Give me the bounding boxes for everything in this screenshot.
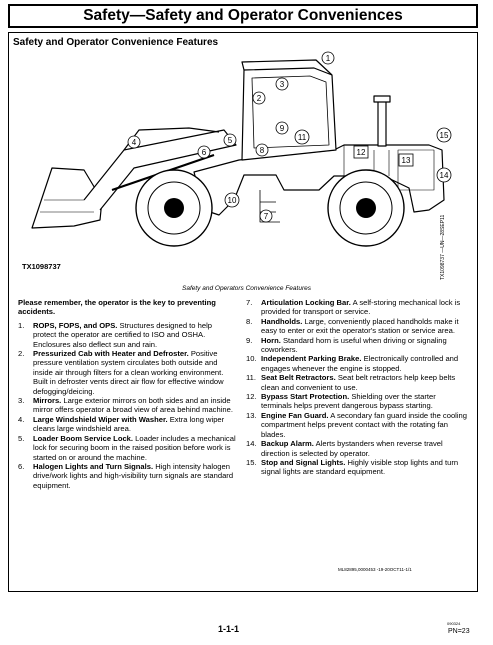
features-right-column (246, 298, 468, 477)
callout-6 (198, 146, 210, 158)
svg-text:15: 15 (439, 131, 449, 140)
list-item: 13. Engine Fan Guard. A secondary fan guard inside the cooling compartment helps prevent contact with the rotating fan blades. (246, 410, 467, 439)
list-item: 9. Horn. Standard horn is useful when driving or signaling coworkers. (246, 335, 447, 355)
wheel-loader-illustration (14, 50, 454, 265)
svg-text:1: 1 (325, 54, 331, 63)
list-item: 12. Bypass Start Protection. Shielding over the starter terminals helps prevent dangerous bypass starting. (246, 392, 436, 411)
section-title: Safety and Operator Convenience Features (13, 37, 219, 48)
list-item: 10. Independent Parking Brake. Electronically controlled and engages whenever the engine is stopped. (246, 354, 459, 373)
pn-label: PN=23 (448, 628, 470, 635)
features-left-column (18, 298, 236, 490)
list-item: 15. Stop and Signal Lights. Highly visible stop lights and turn signal lights are standard equipment. (246, 457, 459, 477)
callout-2 (253, 92, 265, 104)
svg-text:3: 3 (279, 80, 285, 89)
list-item: 1. ROPS, FOPS, and OPS. Structures designed to help protect the operator are certified to ISO and OSHA. Enclosures also deflect sun and rain. (18, 320, 212, 349)
list-item: 2. Pressurized Cab with Heater and Defroster. Positive pressure ventilation system circulates both outside and inside air through filters for a clean working environment. Built in defroster vents direct air flow for effective window defogging/deicing. (18, 349, 224, 396)
figure-caption: Safety and Operators Convenience Features (182, 285, 311, 292)
svg-text:7: 7 (263, 212, 269, 221)
callout-11 (295, 130, 309, 144)
callout-8 (256, 144, 268, 156)
callout-14 (437, 168, 451, 182)
front-wheel (136, 170, 212, 246)
list-item: 8. Handholds. Large, conveniently placed handholds make it easy to enter or exit the operator's station or service area. (246, 316, 459, 336)
list-item: 3. Mirrors. Large exterior mirrors on both sides and an inside mirror offers operator a broad view of area behind machine. (18, 396, 233, 415)
figure-id: TX1098737 (22, 262, 61, 271)
intro-text: Please remember, the operator is the key to preventing accidents. (18, 298, 216, 317)
list-item: 7. Articulation Locking Bar. A self-storing mechanical lock is provided for transport or service. (246, 298, 461, 317)
svg-text:8: 8 (259, 146, 265, 155)
list-item: 5. Loader Boom Service Lock. Loader includes a mechanical lock for securing boom in the raised position before work is started on or around the machine. (18, 433, 236, 462)
svg-text:11: 11 (297, 133, 307, 142)
svg-text:4: 4 (131, 138, 137, 147)
callout-9 (276, 122, 288, 134)
page-title: Safety—Safety and Operator Conveniences (8, 4, 478, 28)
svg-text:9: 9 (279, 124, 285, 133)
callout-12 (354, 146, 368, 158)
callout-3 (276, 78, 288, 90)
svg-text:6: 6 (201, 148, 207, 157)
rear-wheel (328, 170, 404, 246)
list-item: 14. Backup Alarm. Alerts bystanders when reverse travel direction is selected by operator. (246, 439, 443, 458)
page-number: 1-1-1 (218, 624, 240, 634)
list-item: 6. Halogen Lights and Turn Signals. High intensity halogen drive/work lights and high-visibility turn signals are standard equipment. (18, 461, 234, 490)
svg-text:12: 12 (356, 148, 366, 157)
callout-4 (128, 136, 140, 148)
svg-text:13: 13 (401, 156, 411, 165)
callout-10 (225, 193, 239, 207)
figure-side-code: TX1098737 —UN—28SEP11 (440, 214, 446, 280)
callout-15 (437, 128, 451, 142)
svg-text:2: 2 (256, 94, 262, 103)
callout-7 (260, 210, 272, 222)
callout-5 (224, 134, 236, 146)
list-item: 4. Large Windshield Wiper with Washer. Extra long wiper cleans large windshield area. (18, 414, 225, 434)
reference-code: ML82895,0000453 -19-20OCT11-1/1 (338, 567, 412, 572)
svg-text:14: 14 (439, 171, 449, 180)
callout-1 (322, 52, 334, 64)
callout-13 (399, 154, 413, 166)
date-code: 090324 (447, 621, 461, 626)
list-item: 11. Seat Belt Retractors. Seat belt retractors help keep belts clean and convenient to use. (246, 373, 456, 392)
svg-text:10: 10 (227, 196, 237, 205)
svg-text:5: 5 (227, 136, 233, 145)
